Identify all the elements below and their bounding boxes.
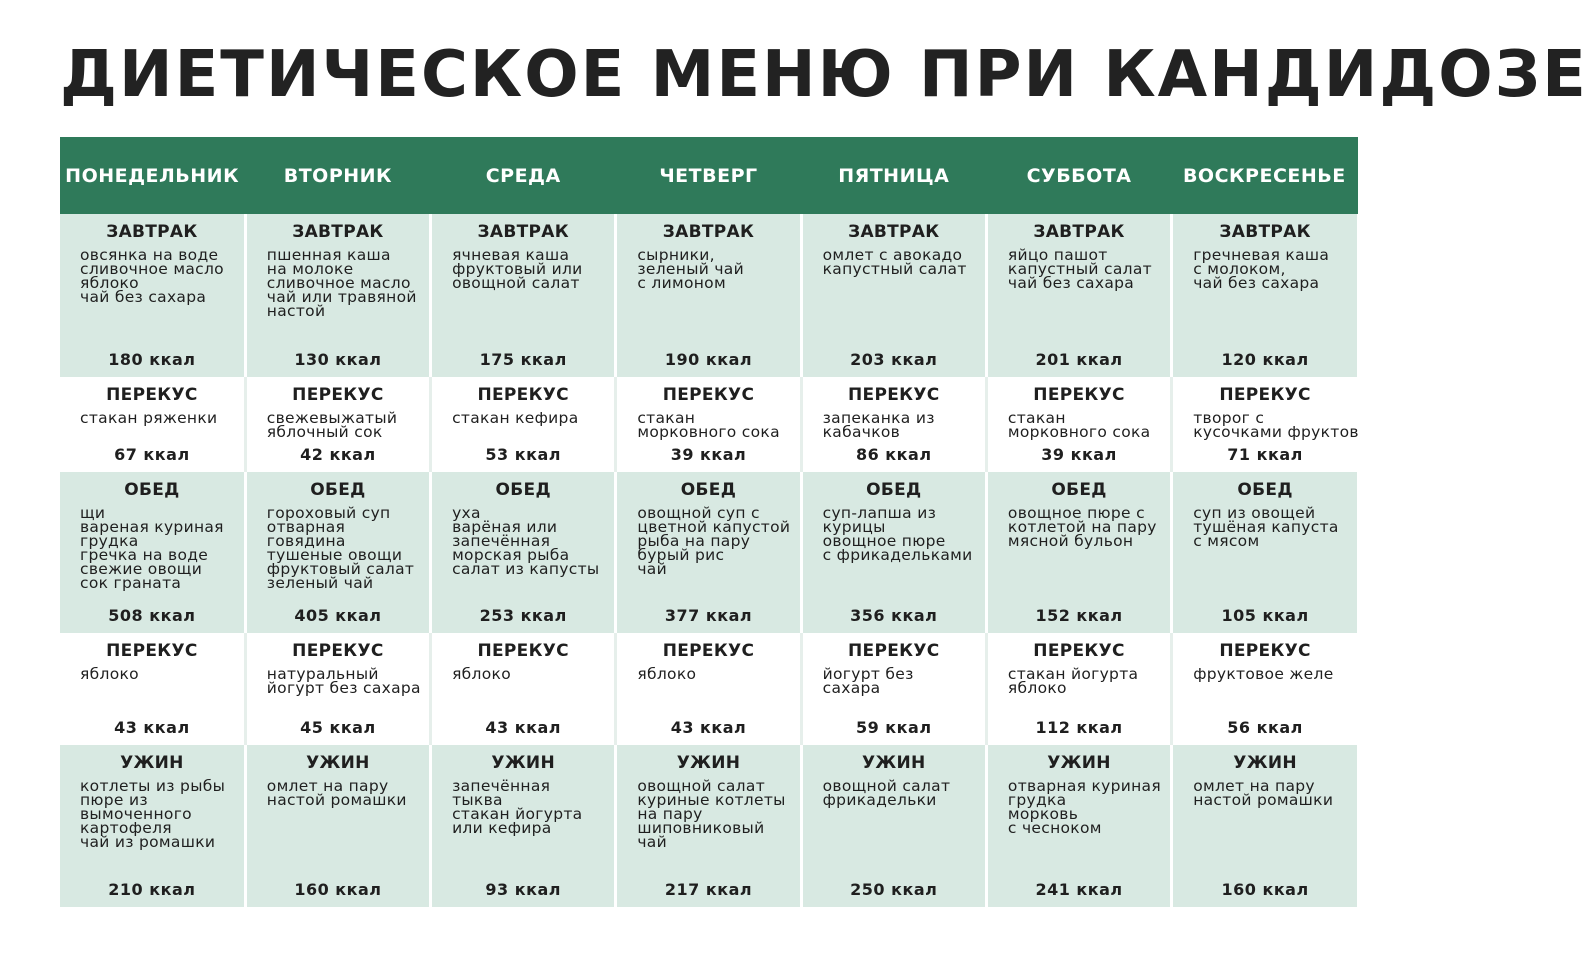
calories-value: 508 ккал — [108, 606, 196, 625]
dish-item: творог с — [1193, 409, 1265, 427]
dish-item: капустный салат — [822, 260, 967, 278]
meal-cell — [431, 377, 616, 472]
dish-item: котлетой на пару — [1007, 518, 1157, 536]
dish-item: запечённая — [452, 532, 551, 550]
day-header: ПОНЕДЕЛЬНИК — [60, 137, 245, 214]
dish-item: чай без сахара — [1007, 274, 1135, 292]
calories-value: 93 ккал — [485, 880, 561, 899]
dish-item: шиповниковый — [637, 819, 765, 837]
dish-item: морковного сока — [1007, 423, 1151, 441]
calories-value: 53 ккал — [485, 445, 561, 464]
menu-body — [60, 214, 1357, 907]
calories-value: 210 ккал — [108, 880, 196, 899]
calories-value: 160 ккал — [294, 880, 382, 899]
dish-item: на молоке — [266, 260, 354, 278]
meal-label: ПЕРЕКУС — [1219, 641, 1311, 661]
calories-value: 45 ккал — [300, 718, 376, 737]
dish-item: настой ромашки — [1193, 791, 1334, 809]
dish-item: овсянка на воде — [80, 246, 219, 264]
meal-label: ОБЕД — [866, 480, 922, 500]
dish-item: овощной суп с — [637, 504, 760, 522]
meal-label: ЗАВТРАК — [477, 222, 569, 242]
dish-item: капустный салат — [1007, 260, 1152, 278]
meal-label: ЗАВТРАК — [848, 222, 940, 242]
dish-item: рыба на пару — [637, 532, 751, 550]
dish-item: свежие овощи — [80, 560, 203, 578]
calories-value: 39 ккал — [1041, 445, 1117, 464]
dish-item: яблоко — [1007, 679, 1067, 697]
dish-item: стакан йогурта — [1007, 665, 1139, 683]
dish-item: настой ромашки — [266, 791, 407, 809]
dish-item: яблоко — [80, 665, 139, 683]
dish-item: салат из капусты — [452, 560, 600, 578]
dish-item: сырники, — [637, 246, 715, 264]
dish-item: картофеля — [80, 819, 172, 837]
dish-item: йогурт без — [822, 665, 914, 683]
calories-value: 130 ккал — [294, 350, 382, 369]
meal-label: УЖИН — [306, 753, 370, 773]
dish-item: чай или травяной — [266, 288, 417, 306]
calories-value: 217 ккал — [664, 880, 753, 899]
dish-item: грудка — [80, 532, 139, 550]
dish-item: стакан — [1007, 409, 1066, 427]
meal-cell — [431, 633, 616, 745]
meal-label: ПЕРЕКУС — [662, 385, 755, 405]
dish-item: овощной салат — [452, 274, 580, 292]
dish-item: сахара — [822, 679, 881, 697]
dish-item: яблоко — [637, 665, 697, 683]
dish-item: морковного сока — [637, 423, 780, 441]
dish-item: кабачков — [822, 423, 901, 441]
meal-label: ОБЕД — [1237, 480, 1293, 500]
calories-value: 405 ккал — [294, 606, 382, 625]
dish-item: чай — [637, 560, 667, 578]
dish-item: гречка на воде — [80, 546, 209, 564]
meal-label: ОБЕД — [495, 480, 551, 500]
calories-value: 175 ккал — [479, 350, 567, 369]
meal-cell — [245, 377, 430, 472]
dish-item: фруктовый или — [452, 260, 583, 278]
day-header: СУББОТА — [986, 137, 1171, 214]
day-header: ПЯТНИЦА — [801, 137, 986, 214]
dish-item: гороховый суп — [266, 504, 391, 522]
dish-item: фруктовое желе — [1193, 665, 1334, 683]
dish-item: на пару — [637, 805, 703, 823]
meal-cell — [1172, 377, 1357, 472]
meal-label: ЗАВТРАК — [1033, 222, 1125, 242]
dish-item: с молоком, — [1193, 260, 1286, 278]
meal-label: ПЕРЕКУС — [477, 641, 569, 661]
meal-label: ПЕРЕКУС — [662, 641, 755, 661]
dish-item: бурый рис — [637, 546, 725, 564]
dish-item: свежевыжатый — [266, 409, 398, 427]
calories-value: 250 ккал — [850, 880, 938, 899]
meal-label: УЖИН — [491, 753, 555, 773]
dish-item: тушеные овощи — [266, 546, 403, 564]
dish-item: пшенная каша — [266, 246, 391, 264]
calories-value: 43 ккал — [114, 718, 190, 737]
meal-cell — [1172, 214, 1357, 377]
calories-value: 241 ккал — [1035, 880, 1123, 899]
meal-cell — [616, 377, 801, 472]
day-header: ВТОРНИК — [245, 137, 430, 214]
dish-item: мясной бульон — [1007, 532, 1134, 550]
meal-cell — [60, 633, 245, 745]
meal-cell — [801, 472, 986, 633]
days-header-row — [60, 137, 1357, 214]
dish-item: запечённая — [452, 777, 551, 795]
dish-item: отварная — [266, 518, 346, 536]
dish-item: стакан йогурта — [452, 805, 583, 823]
dish-item: морковь — [1007, 805, 1079, 823]
dish-item: или кефира — [452, 819, 552, 837]
dish-item: чай без сахара — [1193, 274, 1320, 292]
dish-item: яблоко — [80, 274, 139, 292]
dish-item: натуральный — [266, 665, 379, 683]
meal-cell — [986, 214, 1171, 377]
calories-value: 356 ккал — [850, 606, 938, 625]
dish-item: суп из овощей — [1193, 504, 1316, 522]
meal-cell — [986, 377, 1171, 472]
calories-value: 180 ккал — [108, 350, 196, 369]
meal-cell — [1172, 745, 1357, 907]
dish-item: пюре из — [80, 791, 148, 809]
meal-cell — [986, 633, 1171, 745]
dish-item: чай без сахара — [80, 288, 207, 306]
meal-cell — [1172, 472, 1357, 633]
meal-label: УЖИН — [1233, 753, 1297, 773]
day-header: ЧЕТВЕРГ — [616, 137, 801, 214]
meal-label: ЗАВТРАК — [1219, 222, 1311, 242]
calories-value: 42 ккал — [300, 445, 376, 464]
dish-item: омлет с авокадо — [822, 246, 963, 264]
meal-cell — [616, 472, 801, 633]
dish-item: овощной салат — [637, 777, 766, 795]
calories-value: 43 ккал — [485, 718, 561, 737]
dish-item: запеканка из — [822, 409, 935, 427]
meal-cell — [986, 472, 1171, 633]
dish-item: вымоченного — [80, 805, 192, 823]
dish-item: щи — [80, 504, 106, 522]
meal-label: ЗАВТРАК — [662, 222, 755, 242]
meal-label: УЖИН — [1047, 753, 1111, 773]
dish-item: яблоко — [452, 665, 511, 683]
calories-value: 160 ккал — [1221, 880, 1309, 899]
meal-label: ПЕРЕКУС — [477, 385, 569, 405]
meal-cell — [616, 633, 801, 745]
meal-cell — [431, 472, 616, 633]
dish-item: тыква — [452, 791, 503, 809]
calories-value: 120 ккал — [1221, 350, 1309, 369]
dish-item: стакан — [637, 409, 696, 427]
dish-item: кусочками фруктов — [1193, 423, 1359, 441]
meal-cell — [801, 377, 986, 472]
meal-cell — [245, 472, 430, 633]
day-header: ВОСКРЕСЕНЬЕ — [1172, 137, 1357, 214]
menu-table — [60, 137, 1358, 907]
dish-item: с лимоном — [637, 274, 726, 292]
dish-item: вареная куриная — [80, 518, 224, 536]
dish-item: фрикадельки — [822, 791, 937, 809]
dish-item: тушёная капуста — [1193, 518, 1339, 536]
calories-value: 253 ккал — [479, 606, 567, 625]
meal-label: УЖИН — [676, 753, 741, 773]
dish-item: омлет на пару — [266, 777, 389, 795]
meal-row — [60, 472, 1357, 633]
meal-cell — [986, 745, 1171, 907]
dish-item: стакан ряженки — [80, 409, 218, 427]
meal-row — [60, 214, 1357, 377]
meal-label: ПЕРЕКУС — [106, 385, 198, 405]
calories-value: 43 ккал — [670, 718, 747, 737]
dish-item: с мясом — [1193, 532, 1260, 550]
meal-cell — [431, 745, 616, 907]
meal-cell — [60, 214, 245, 377]
calories-value: 71 ккал — [1227, 445, 1303, 464]
meal-label: ПЕРЕКУС — [848, 385, 940, 405]
dish-item: цветной капустой — [637, 518, 791, 536]
calories-value: 201 ккал — [1035, 350, 1123, 369]
calories-value: 86 ккал — [855, 445, 932, 464]
dish-item: морская рыба — [452, 546, 570, 564]
meal-label: ОБЕД — [1051, 480, 1107, 500]
dish-item: яйцо пашот — [1007, 246, 1108, 264]
dish-item: сливочное масло — [80, 260, 224, 278]
calories-value: 39 ккал — [670, 445, 747, 464]
meal-cell — [245, 214, 430, 377]
meal-cell — [1172, 633, 1357, 745]
meal-label: ОБЕД — [124, 480, 180, 500]
dish-item: котлеты из рыбы — [80, 777, 226, 795]
meal-label: ОБЕД — [310, 480, 366, 500]
meal-row — [60, 745, 1357, 907]
meal-cell — [616, 745, 801, 907]
meal-cell — [801, 745, 986, 907]
meal-label: УЖИН — [120, 753, 184, 773]
meal-row — [60, 633, 1357, 745]
dish-item: овощное пюре — [822, 532, 946, 550]
meal-cell — [60, 377, 245, 472]
meal-cell — [60, 472, 245, 633]
dish-item: отварная куриная — [1007, 777, 1161, 795]
page-title: ДИЕТИЧЕСКОЕ МЕНЮ ПРИ КАНДИДОЗЕ — [60, 38, 1588, 112]
meal-cell — [245, 633, 430, 745]
meal-label: ЗАВТРАК — [292, 222, 384, 242]
meal-label: ПЕРЕКУС — [1219, 385, 1311, 405]
dish-item: настой — [266, 302, 326, 320]
calories-value: 56 ккал — [1227, 718, 1303, 737]
dish-item: сливочное масло — [266, 274, 411, 292]
dish-item: стакан кефира — [452, 409, 579, 427]
calories-value: 190 ккал — [664, 350, 753, 369]
dish-item: сок граната — [80, 574, 182, 592]
dish-item: уха — [452, 504, 481, 522]
dish-item: овощной салат — [822, 777, 951, 795]
dish-item: ячневая каша — [452, 246, 570, 264]
dish-item: зеленый чай — [266, 574, 374, 592]
meal-cell — [801, 633, 986, 745]
meal-label: ПЕРЕКУС — [292, 641, 384, 661]
dish-item: с чесноком — [1007, 819, 1102, 837]
dish-item: куриные котлеты — [637, 791, 786, 809]
meal-cell — [60, 745, 245, 907]
meal-label: ОБЕД — [680, 480, 737, 500]
meal-label: ПЕРЕКУС — [1033, 385, 1125, 405]
dish-item: овощное пюре с — [1007, 504, 1145, 522]
dish-item: чай — [637, 833, 667, 851]
meal-row — [60, 377, 1357, 472]
meal-label: ПЕРЕКУС — [848, 641, 940, 661]
dish-item: грудка — [1007, 791, 1067, 809]
dish-item: фруктовый салат — [266, 560, 415, 578]
dish-item: яблочный сок — [266, 423, 383, 441]
meal-label: ПЕРЕКУС — [106, 641, 198, 661]
calories-value: 152 ккал — [1035, 606, 1123, 625]
dish-item: говядина — [266, 532, 346, 550]
meal-label: УЖИН — [861, 753, 926, 773]
meal-cell — [801, 214, 986, 377]
calories-value: 112 ккал — [1035, 718, 1123, 737]
dish-item: курицы — [822, 518, 886, 536]
dish-item: йогурт без сахара — [266, 679, 421, 697]
meal-label: ПЕРЕКУС — [1033, 641, 1125, 661]
calories-value: 67 ккал — [114, 445, 190, 464]
dish-item: варёная или — [452, 518, 558, 536]
dish-item: с фрикадельками — [822, 546, 973, 564]
calories-value: 59 ккал — [855, 718, 932, 737]
meal-cell — [616, 214, 801, 377]
day-header: СРЕДА — [431, 137, 616, 214]
meal-label: ПЕРЕКУС — [292, 385, 384, 405]
meal-cell — [245, 745, 430, 907]
dish-item: чай из ромашки — [80, 833, 216, 851]
dish-item: зеленый чай — [637, 260, 744, 278]
meal-label: ЗАВТРАК — [106, 222, 198, 242]
meal-cell — [431, 214, 616, 377]
dish-item: омлет на пару — [1193, 777, 1315, 795]
calories-value: 105 ккал — [1221, 606, 1309, 625]
calories-value: 377 ккал — [664, 606, 753, 625]
calories-value: 203 ккал — [850, 350, 938, 369]
dish-item: суп-лапша из — [822, 504, 937, 522]
dish-item: гречневая каша — [1193, 246, 1330, 264]
